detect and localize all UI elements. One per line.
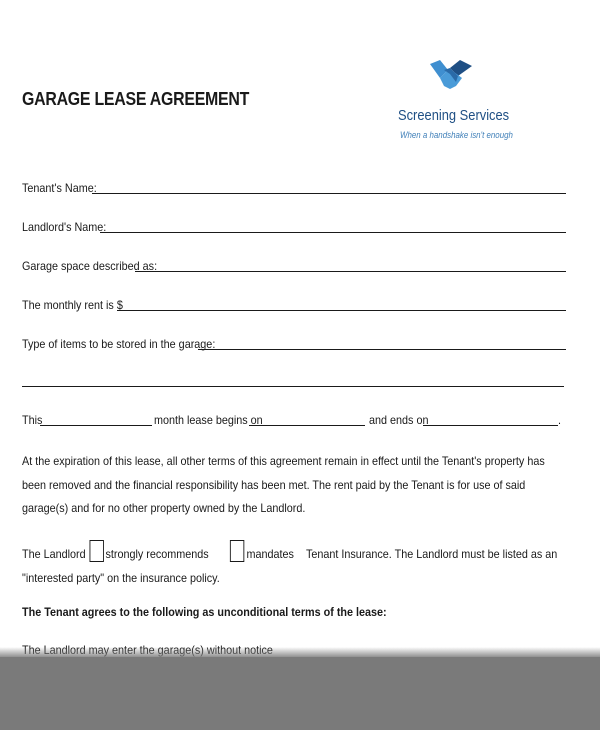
insurance-rest: Tenant Insurance. The Landlord must be listed as an "interested party" on the insurance policy. <box>22 547 558 585</box>
bottom-fade-overlay <box>0 657 600 730</box>
logo-tagline: When a handshake isn't enough <box>400 130 513 140</box>
insurance-paragraph <box>22 540 562 590</box>
items-stored-line[interactable] <box>198 349 566 350</box>
garage-space-line[interactable] <box>135 271 566 272</box>
items-stored-label: Type of items to be stored in the garage: <box>22 337 216 351</box>
lease-this-label: This <box>22 413 43 427</box>
items-stored-line-2[interactable] <box>22 386 564 387</box>
tenant-agrees-heading: The Tenant agrees to the following as unconditional terms of the lease: <box>22 605 387 619</box>
tenant-name-label: Tenant's Name: <box>22 181 97 195</box>
insurance-the-landlord: The Landlord <box>22 547 86 561</box>
tenant-name-line[interactable] <box>92 193 566 194</box>
monthly-rent-label: The monthly rent is $ <box>22 298 123 312</box>
lease-begins-label: month lease begins on <box>154 413 263 427</box>
document-title: GARAGE LEASE AGREEMENT <box>22 88 250 109</box>
strongly-recommends-checkbox[interactable] <box>89 540 103 562</box>
expiration-paragraph: At the expiration of this lease, all other terms of this agreement remain in effect until the Tenant's property has been removed and the financial responsibility has been met. The rent paid by the Tenant is for use of said garage(s) and for no other property owned by the Landlord. <box>22 454 545 515</box>
mandates-label: mandates <box>246 547 294 561</box>
lease-length-line[interactable] <box>40 425 152 426</box>
landlord-name-label: Landlord's Name: <box>22 220 107 234</box>
lease-end-date-line[interactable] <box>423 425 558 426</box>
lease-term-period: . <box>558 413 562 427</box>
lease-ends-label: and ends on <box>369 413 429 427</box>
logo-name: Screening Services <box>398 107 510 124</box>
strongly-recommends-label: strongly recommends <box>105 547 209 561</box>
monthly-rent-line[interactable] <box>117 310 566 311</box>
handshake-icon <box>428 56 474 94</box>
mandates-checkbox[interactable] <box>230 540 244 562</box>
garage-space-label: Garage space described as: <box>22 259 158 273</box>
landlord-name-line[interactable] <box>100 232 566 233</box>
lease-start-date-line[interactable] <box>249 425 365 426</box>
